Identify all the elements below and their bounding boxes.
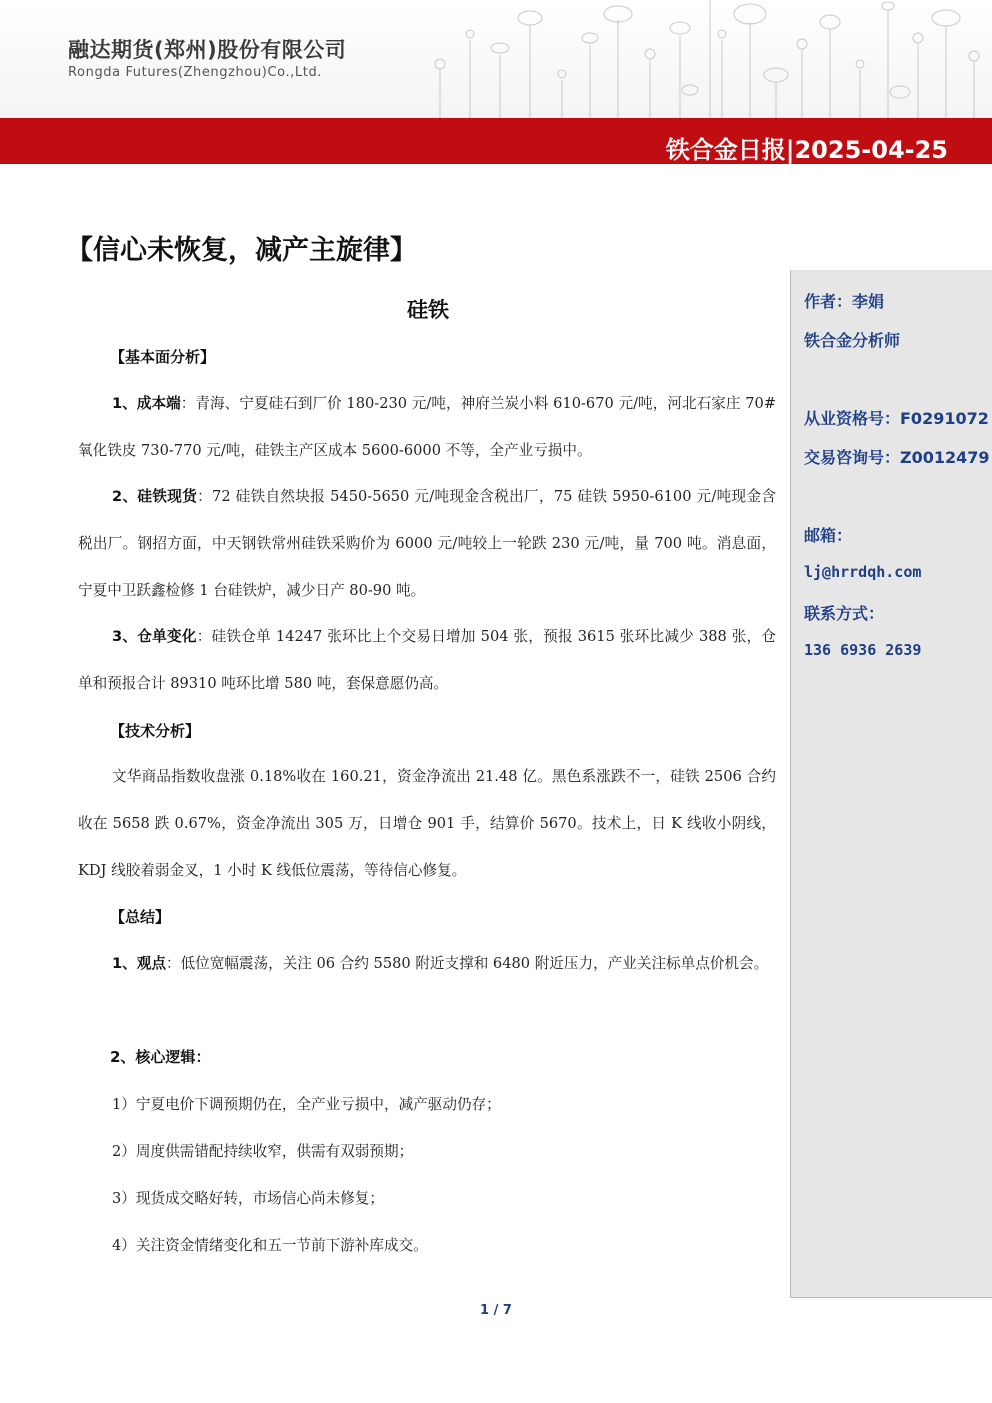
paragraph-warrant xyxy=(78,613,776,707)
company-name-cn: 融达期货(郑州)股份有限公司 xyxy=(68,38,347,62)
report-title: 铁合金日报|2025-04-25 xyxy=(665,136,948,164)
heading-fundamentals: 【基本面分析】 xyxy=(110,348,216,366)
paragraph-technical: 文华商品指数收盘涨 0.18%收在 160.21，资金净流出 21.48 亿。黑色系涨跌不一，硅铁 2506 合约收在 5658 跌 0.67%，资金净流出 305 万，日增仓 901 手，结算价 5670。技术上，日 K 线收小阴线，KDJ 线胶着弱金叉，1 小时 K 线低位震荡，等待信心修复。 xyxy=(78,768,776,879)
logic-item: 1）宁夏电价下调预期仍在，全产业亏损中，减产驱动仍存； xyxy=(112,1096,501,1113)
heading-technical: 【技术分析】 xyxy=(110,722,201,740)
author-role: 铁合金分析师 xyxy=(804,331,901,350)
text-spot: ：72 硅铁自然块报 5450-5650 元/吨现金含税出厂，75 硅铁 5950-6100 元/吨现金含税出厂。钢招方面，中天钢铁常州硅铁采购价为 6000 元/吨较上一轮跌 230 元/吨，量 700 吨。消息面，宁夏中卫跃鑫检修 1 台硅铁炉，减少日产 80-90 吨。 xyxy=(78,488,776,599)
company-name-en: Rongda Futures(Zhengzhou)Co.,Ltd. xyxy=(68,65,323,80)
email-link[interactable]: lj@hrrdqh.com xyxy=(804,563,922,581)
author-name: 作者：李娟 xyxy=(804,292,885,311)
logic-item: 3）现货成交略好转，市场信心尚未修复； xyxy=(112,1190,384,1207)
label-core-logic: 2、核心逻辑： xyxy=(110,1048,211,1066)
logic-item: 2）周度供需错配持续收窄，供需有双弱预期； xyxy=(112,1143,414,1160)
label-spot: 2、硅铁现货 xyxy=(112,488,198,505)
page-number: 1 / 7 xyxy=(480,1303,512,1318)
qualification-number: 从业资格号：F0291072 xyxy=(804,409,989,428)
logic-item: 4）关注资金情绪变化和五一节前下游补库成交。 xyxy=(112,1237,428,1254)
section-title: 硅铁 xyxy=(407,298,449,322)
contact-label: 联系方式： xyxy=(804,604,885,623)
label-warrant: 3、仓单变化 xyxy=(112,628,197,645)
paragraph-cost xyxy=(78,380,776,474)
consult-number: 交易咨询号：Z0012479 xyxy=(804,448,990,467)
header-decoration xyxy=(430,0,992,118)
paragraph-view xyxy=(78,940,776,987)
text-cost: ：青海、宁夏硅石到厂价 180-230 元/吨，神府兰炭小料 610-670 元/吨，河北石家庄 70#氧化铁皮 730-770 元/吨，硅铁主产区成本 5600-6000 不等，全产业亏损中。 xyxy=(78,395,776,459)
page-header xyxy=(0,0,992,118)
label-cost: 1、成本端 xyxy=(112,395,181,412)
paragraph-spot xyxy=(78,473,776,614)
label-view: 1、观点 xyxy=(112,955,166,972)
heading-summary: 【总结】 xyxy=(110,908,171,926)
page-title: 【信心未恢复，减产主旋律】 xyxy=(66,235,417,266)
text-view: ：低位宽幅震荡，关注 06 合约 5580 附近支撑和 6480 附近压力，产业关注标单点价机会。 xyxy=(165,955,769,972)
text-warrant: ：硅铁仓单 14247 张环比上个交易日增加 504 张，预报 3615 张环比减少 388 张，仓单和预报合计 89310 吨环比增 580 吨，套保意愿仍高。 xyxy=(78,628,777,692)
phone-number: 136 6936 2639 xyxy=(804,641,922,659)
email-label: 邮箱： xyxy=(804,526,853,545)
